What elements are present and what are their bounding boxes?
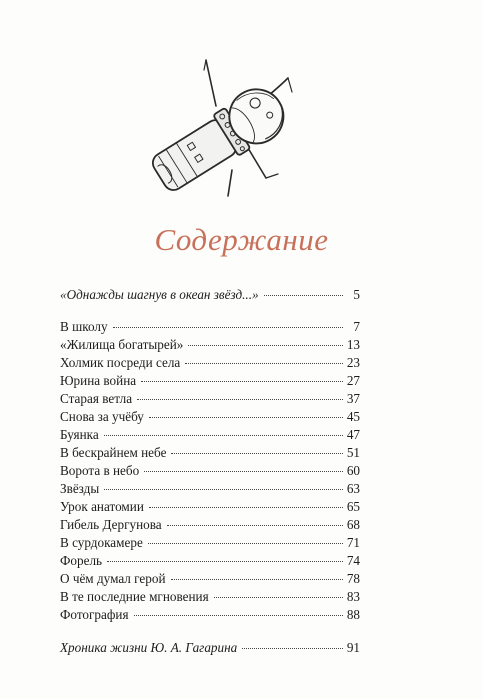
dot-leader xyxy=(264,295,343,296)
toc-entry-label: Снова за учёбу xyxy=(60,409,144,424)
page-title: Содержание xyxy=(154,222,329,257)
toc-entry[interactable] xyxy=(60,462,360,479)
dot-leader xyxy=(144,471,343,472)
toc-entry-label: Буянка xyxy=(60,427,99,442)
toc-entry[interactable] xyxy=(60,354,360,371)
toc-entry-page: 47 xyxy=(346,427,360,442)
toc-entry-page: 27 xyxy=(346,373,360,388)
toc-entry-label: Звёзды xyxy=(60,481,100,496)
toc-entry[interactable] xyxy=(60,336,360,353)
dot-leader xyxy=(134,615,343,616)
toc-entry-page: 83 xyxy=(346,589,360,604)
toc-entry[interactable] xyxy=(60,588,360,605)
toc-entry[interactable] xyxy=(60,408,360,425)
toc-entry[interactable] xyxy=(60,534,360,551)
spacecraft-sketch-icon xyxy=(128,48,308,208)
toc-entry-page: 45 xyxy=(346,409,360,424)
toc-entry[interactable] xyxy=(60,480,360,497)
toc-entry-label: Холмик посреди села xyxy=(60,355,181,370)
toc-entry-label: О чём думал герой xyxy=(60,571,166,586)
toc-entry[interactable] xyxy=(60,390,360,407)
toc-entry-label: Форель xyxy=(60,553,103,568)
dot-leader xyxy=(148,543,343,544)
dot-leader xyxy=(104,489,343,490)
toc-entry-label: Гибель Дергунова xyxy=(60,517,162,532)
toc-entry-label: Урок анатомии xyxy=(60,499,144,514)
toc-entry-label: Юрина война xyxy=(60,373,137,388)
toc-entry-page: 63 xyxy=(346,481,360,496)
toc-entry-page: 88 xyxy=(346,607,360,622)
toc-entry-page: 7 xyxy=(353,319,360,334)
dot-leader xyxy=(171,453,343,454)
toc-entry-label: В школу xyxy=(60,319,108,334)
dot-leader xyxy=(188,345,343,346)
toc-entry-label: Старая ветла xyxy=(60,391,133,406)
toc-entry-page: 74 xyxy=(346,553,360,568)
toc-entry-label: Ворота в небо xyxy=(60,463,140,478)
toc-entry[interactable] xyxy=(60,516,360,533)
toc-entry-chronicle[interactable] xyxy=(60,639,360,656)
dot-leader xyxy=(167,525,343,526)
toc-entry[interactable] xyxy=(60,426,360,443)
toc-entry-page: 65 xyxy=(346,499,360,514)
toc-entry[interactable] xyxy=(60,318,360,335)
toc-entry[interactable] xyxy=(60,444,360,461)
toc-entry-page: 13 xyxy=(346,337,360,352)
toc-entry-page: 71 xyxy=(346,535,360,550)
dot-leader xyxy=(149,417,343,418)
toc-entry-label: Фотография xyxy=(60,607,129,622)
dot-leader xyxy=(214,597,343,598)
toc-entry-page: 60 xyxy=(346,463,360,478)
dot-leader xyxy=(104,435,343,436)
toc-entry-label: «Однажды шагнув в океан звёзд...» xyxy=(60,287,259,302)
toc-entry-label: В бескрайнем небе xyxy=(60,445,167,460)
toc-entry-page: 51 xyxy=(346,445,360,460)
toc-entry-intro[interactable] xyxy=(60,286,360,303)
toc-entry-page: 68 xyxy=(346,517,360,532)
dot-leader xyxy=(113,327,343,328)
toc-entry-page: 37 xyxy=(346,391,360,406)
dot-leader xyxy=(171,579,343,580)
dot-leader xyxy=(137,399,343,400)
dot-leader xyxy=(149,507,343,508)
toc-entry-label: «Жилища богатырей» xyxy=(60,337,184,352)
dot-leader xyxy=(141,381,343,382)
toc-entry-page: 78 xyxy=(346,571,360,586)
dot-leader xyxy=(185,363,343,364)
toc-entry[interactable] xyxy=(60,552,360,569)
toc-entry-label: В те последние мгновения xyxy=(60,589,209,604)
dot-leader xyxy=(242,648,343,649)
toc-entry[interactable] xyxy=(60,570,360,587)
toc-entry[interactable] xyxy=(60,498,360,515)
toc-entry[interactable] xyxy=(60,606,360,623)
toc-entry[interactable] xyxy=(60,372,360,389)
toc-entry-page: 23 xyxy=(346,355,360,370)
dot-leader xyxy=(107,561,343,562)
toc-entry-page: 5 xyxy=(353,287,360,302)
toc-entry-label: Хроника жизни Ю. А. Гагарина xyxy=(60,640,238,655)
toc-entry-page: 91 xyxy=(346,640,360,655)
toc-entry-label: В сурдокамере xyxy=(60,535,143,550)
